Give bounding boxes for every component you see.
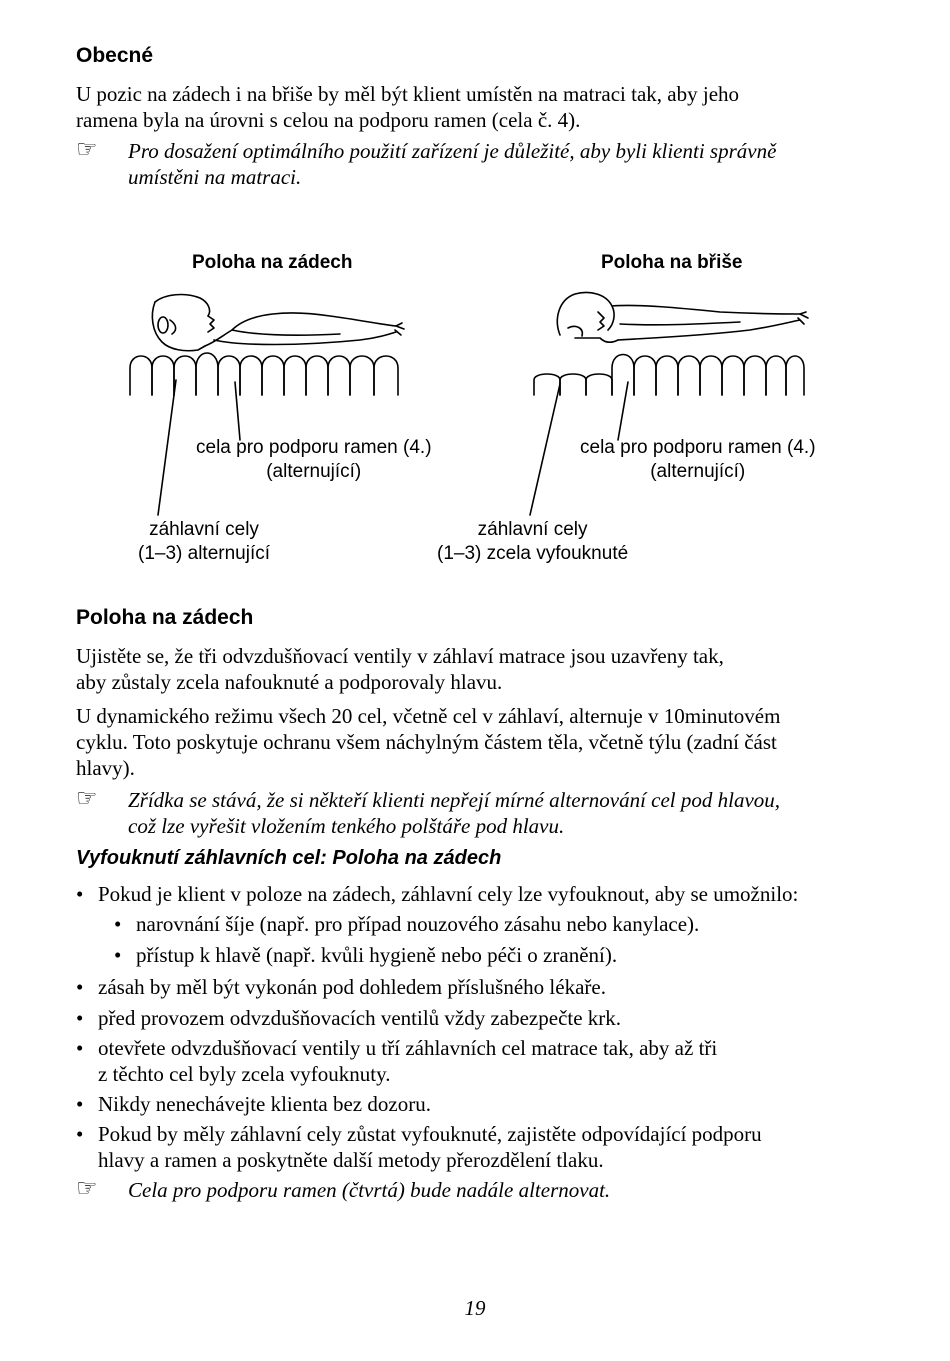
bullet-text-line-1: Pokud by měly záhlavní cely zůstat vyfouknuté, zajistěte odpovídající podporu (98, 1122, 762, 1146)
supine-p1-line-1: Ujistěte se, že tři odvzdušňovací ventily v záhlaví matrace jsou uzavřeny tak, (76, 644, 724, 668)
supine-body-drawing (152, 295, 404, 351)
supine-mattress-cells (130, 353, 398, 395)
label-shoulder-right-line-2: (alternující) (650, 461, 746, 482)
pointing-hand-icon: ☞ (76, 135, 98, 163)
note-pillow-line-1: Zřídka se stává, že si někteří klienti nepřejí mírné alternování cel pod hlavou, (128, 788, 781, 812)
label-shoulder-right (580, 436, 816, 484)
bullet-text: Pokud je klient v poloze na zádech, záhlavní cely lze vyfouknout, aby se umožnilo: (98, 882, 799, 906)
bullet: • (76, 975, 84, 999)
bullet: • (76, 1036, 84, 1060)
bullet-text-line-2: z těchto cel byly zcela vyfouknuty. (98, 1062, 391, 1086)
heading-supine: Poloha na zádech (76, 606, 254, 629)
bullet-text-line-1: otevřete odvzdušňovací ventily u tří záhlavních cel matrace tak, aby až tři (98, 1036, 718, 1060)
bullet: • (76, 1122, 84, 1146)
leader-shoulder-right (618, 382, 628, 440)
supine-p1-line-2: aby zůstaly zcela nafouknuté a podporovaly hlavu. (76, 670, 503, 694)
label-head-left-line-1: záhlavní cely (149, 519, 259, 540)
leader-head-right (530, 384, 560, 515)
bullet: • (114, 943, 122, 967)
label-shoulder-left-line-1: cela pro podporu ramen (4.) (196, 437, 432, 458)
prone-body-drawing (557, 293, 808, 343)
leader-head-left (158, 380, 176, 515)
label-head-left-line-2: (1–3) alternující (138, 543, 271, 564)
supine-p2-line-1: U dynamického režimu všech 20 cel, včetně cel v záhlaví, alternuje v 10minutovém (76, 704, 781, 728)
note-positioning-line-1: Pro dosažení optimálního použití zařízení je důležité, aby byli klienti správně (128, 139, 777, 163)
general-line-2: ramena byla na úrovni s celou na podporu ramen (cela č. 4). (76, 108, 581, 132)
bullet-text: narovnání šíje (např. pro případ nouzového zásahu nebo kanylace). (136, 912, 700, 936)
heading-deflate: Vyfouknutí záhlavních cel: Poloha na zádech (76, 847, 502, 869)
note-positioning-line-2: umístěni na matraci. (128, 165, 302, 189)
bullet-text (98, 1121, 878, 1173)
bullet: • (76, 882, 84, 906)
label-head-right (437, 518, 628, 566)
label-shoulder-right-line-1: cela pro podporu ramen (4.) (580, 437, 816, 458)
note-shoulder-cell-text: Cela pro podporu ramen (čtvrtá) bude nadále alternovat. (128, 1178, 611, 1202)
supine-paragraph-1 (76, 643, 876, 695)
heading-general: Obecné (76, 44, 154, 67)
bullet-text: Nikdy nenechávejte klienta bez dozoru. (98, 1092, 431, 1116)
label-shoulder-left-line-2: (alternující) (266, 461, 362, 482)
label-head-left (138, 518, 270, 566)
label-head-right-line-1: záhlavní cely (477, 519, 588, 540)
bullet: • (114, 912, 122, 936)
prone-mattress-cells (534, 355, 804, 396)
general-paragraph (76, 81, 876, 133)
label-shoulder-left (196, 436, 432, 484)
note-pillow-line-2: což lze vyřešit vložením tenkého polštáře pod hlavu. (128, 814, 565, 838)
label-head-right-line-2: (1–3) zcela vyfouknuté (437, 543, 629, 564)
bullet: • (76, 1092, 84, 1116)
bullet-text: zásah by měl být vykonán pod dohledem příslušného lékaře. (98, 975, 606, 999)
supine-paragraph-2 (76, 703, 876, 781)
figure-title-prone: Poloha na břiše (601, 252, 743, 273)
pointing-hand-icon: ☞ (76, 784, 98, 812)
page-number: 19 (464, 1296, 486, 1320)
bullet-text: přístup k hlavě (např. kvůli hygieně nebo péči o zranění). (136, 943, 618, 967)
general-line-1: U pozic na zádech i na břiše by měl být klient umístěn na matraci tak, aby jeho (76, 82, 740, 106)
bullet: • (76, 1006, 84, 1030)
bullet-text (98, 1035, 878, 1087)
supine-p2-line-3: hlavy). (76, 756, 135, 780)
supine-p2-line-2: cyklu. Toto poskytuje ochranu všem náchylným částem těla, včetně týlu (zadní část (76, 730, 777, 754)
pointing-hand-icon: ☞ (76, 1174, 98, 1202)
figure-title-supine: Poloha na zádech (192, 252, 353, 273)
bullet-text-line-2: hlavy a ramen a poskytněte další metody přerozdělení tlaku. (98, 1148, 604, 1172)
bullet-text: před provozem odvzdušňovacích ventilů vždy zabezpečte krk. (98, 1006, 622, 1030)
